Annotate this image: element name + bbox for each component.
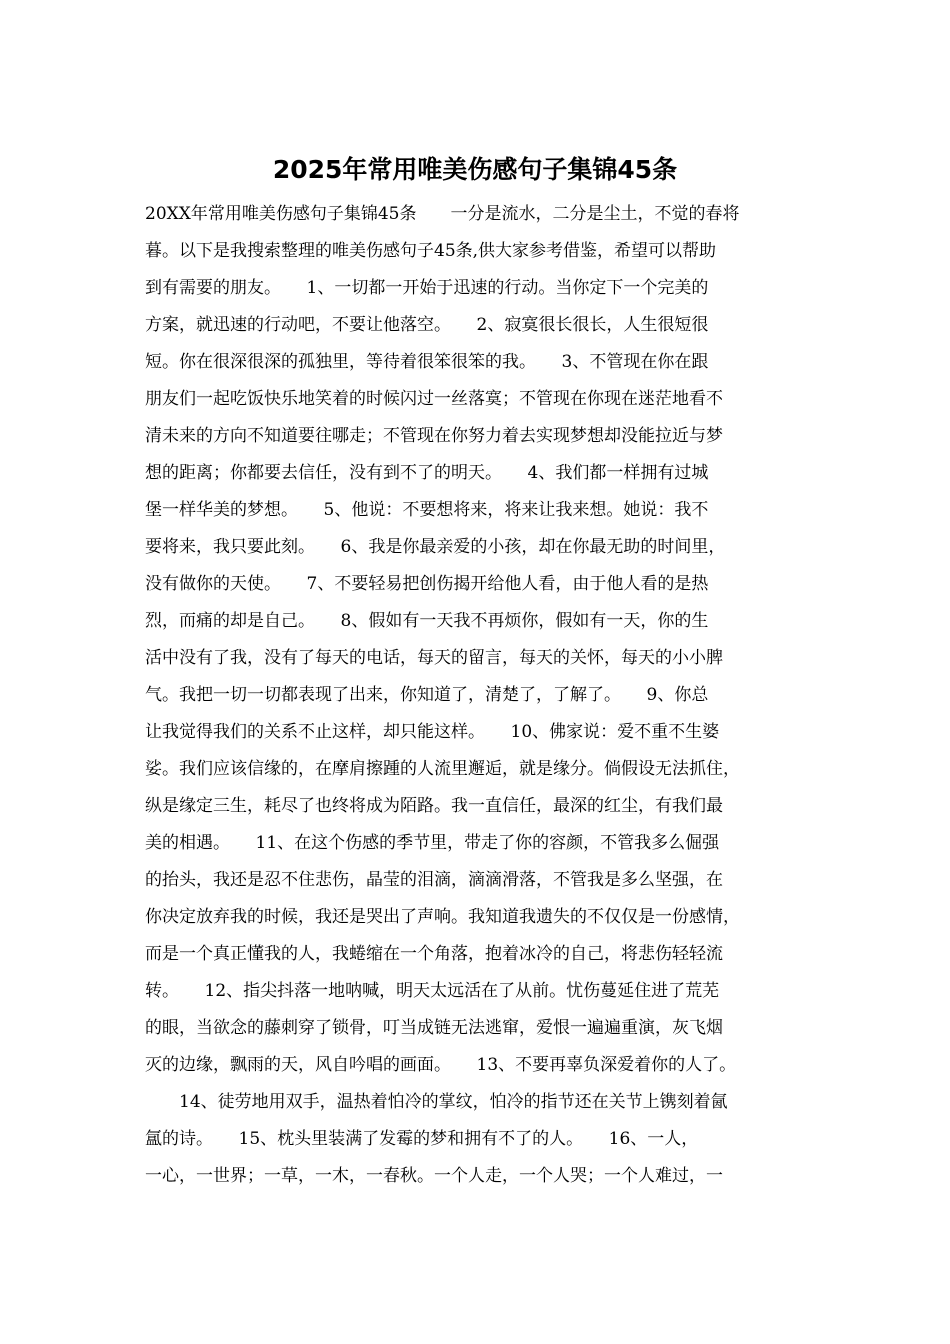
- body-line: 美的相遇。 11、在这个伤感的季节里，带走了你的容颜，不管我多么倔强: [145, 833, 720, 853]
- document-title: 2025年常用唯美伤感句子集锦45条: [272, 155, 678, 184]
- body-line: 方案，就迅速的行动吧，不要让他落空。 2、寂寞很长很长，人生很短很: [145, 315, 709, 335]
- body-line: 的眼，当欲念的藤刺穿了锁骨，叮当成链无法逃窜，爱恨一遍遍重演，灰飞烟: [145, 1018, 723, 1038]
- body-line: 而是一个真正懂我的人，我蜷缩在一个角落，抱着冰冷的自己，将悲伤轻轻流: [145, 944, 723, 964]
- body-line: 想的距离；你都要去信任，没有到不了的明天。 4、我们都一样拥有过城: [145, 463, 709, 483]
- body-line: 气。我把一切一切都表现了出来，你知道了，清楚了，了解了。 9、你总: [145, 685, 709, 705]
- body-line: 清未来的方向不知道要往哪走；不管现在你努力着去实现梦想却没能拉近与梦: [145, 426, 723, 446]
- body-line: 短。你在很深很深的孤独里，等待着很笨很笨的我。 3、不管现在你在跟: [145, 352, 709, 372]
- body-line: 的抬头，我还是忍不住悲伤，晶莹的泪滴，滴滴滑落，不管我是多么坚强，在: [145, 870, 723, 890]
- body-line: 娑。我们应该信缘的，在摩肩擦踵的人流里邂逅，就是缘分。倘假设无法抓住，: [145, 759, 740, 779]
- body-line: 烈，而痛的却是自己。 8、假如有一天我不再烦你，假如有一天，你的生: [145, 611, 709, 631]
- body-line: 到有需要的朋友。 1、一切都一开始于迅速的行动。当你定下一个完美的: [145, 278, 709, 298]
- body-line: 活中没有了我，没有了每天的电话，每天的留言，每天的关怀，每天的小小脾: [145, 648, 723, 668]
- body-line: 要将来，我只要此刻。 6、我是你最亲爱的小孩，却在你最无助的时间里，: [145, 537, 726, 557]
- body-line: 你决定放弃我的时候，我还是哭出了声响。我知道我遗失的不仅仅是一份感情，: [145, 907, 740, 927]
- body-line: 朋友们一起吃饭快乐地笑着的时候闪过一丝落寞；不管现在你现在迷茫地看不: [145, 389, 723, 409]
- body-line: 让我觉得我们的关系不止这样，却只能这样。 10、佛家说：爱不重不生婆: [145, 722, 720, 742]
- body-line: 纵是缘定三生，耗尽了也终将成为陌路。我一直信任，最深的红尘，有我们最: [145, 796, 723, 816]
- body-line: 一心，一世界；一草，一木，一春秋。一个人走，一个人哭；一个人难过，一: [145, 1166, 723, 1186]
- body-line: 暮。以下是我搜索整理的唯美伤感句子45条,供大家参考借鉴，希望可以帮助: [145, 241, 717, 261]
- body-line: 灭的边缘，飘雨的天，风自吟唱的画面。 13、不要再辜负深爱着你的人了。: [145, 1055, 737, 1075]
- body-line: 14、徒劳地用双手，温热着怕冷的掌纹，怕冷的指节还在关节上镌刻着氤: [145, 1092, 728, 1112]
- document-body: [145, 196, 825, 1195]
- body-line: 转。 12、指尖抖落一地呐喊，明天太远活在了从前。忧伤蔓延住进了荒芜: [145, 981, 720, 1001]
- body-line: 堡一样华美的梦想。 5、他说：不要想将来，将来让我来想。她说：我不: [145, 500, 709, 520]
- body-line: 氲的诗。 15、枕头里装满了发霉的梦和拥有不了的人。 16、一人，: [145, 1129, 699, 1149]
- body-line: 20XX年常用唯美伤感句子集锦45条 一分是流水，二分是尘土，不觉的春将: [145, 204, 740, 224]
- body-line: 没有做你的天使。 7、不要轻易把创伤揭开给他人看，由于他人看的是热: [145, 574, 709, 594]
